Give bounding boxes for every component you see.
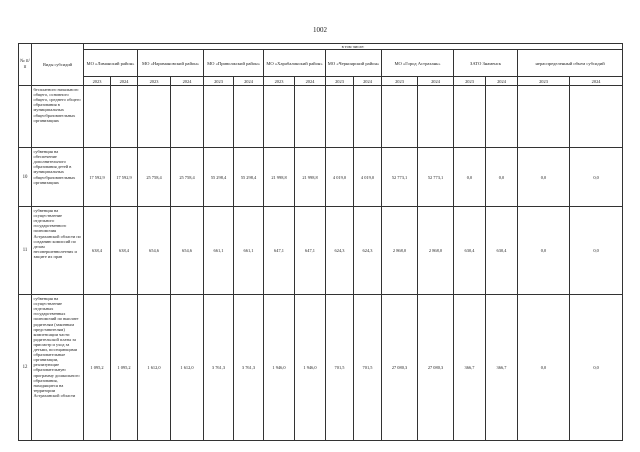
- value-cell: 52 773,1: [382, 148, 418, 207]
- value-cell: 1 612,0: [171, 295, 204, 441]
- header-year-5-0: 2023: [382, 77, 418, 86]
- value-cell: 55 298,4: [204, 148, 234, 207]
- header-year-0-0: 2023: [84, 77, 111, 86]
- value-cell: [204, 86, 234, 148]
- row-number: 11: [19, 207, 32, 295]
- page-bottom-margin: [0, 448, 640, 452]
- header-group-0: МО «Лиманский район»: [84, 50, 138, 77]
- header-year-4-0: 2023: [326, 77, 354, 86]
- value-cell: 25 758,4: [171, 148, 204, 207]
- value-cell: 630,4: [454, 207, 486, 295]
- value-cell: [295, 86, 326, 148]
- header-year-6-0: 2023: [454, 77, 486, 86]
- value-cell: 2 868,0: [418, 207, 454, 295]
- header-including: в том числе:: [84, 44, 623, 50]
- header-year-3-1: 2024: [295, 77, 326, 86]
- subsidy-table: [18, 43, 623, 441]
- header-year-2-0: 2023: [204, 77, 234, 86]
- value-cell: 27 080,3: [418, 295, 454, 441]
- value-cell: 25 758,4: [138, 148, 171, 207]
- value-cell: [326, 86, 354, 148]
- header-year-1-0: 2023: [138, 77, 171, 86]
- subsidy-name: субвенция на осуществление отдельных государственных полномочий по выплате родителям (законным представителям) компенсации части родительской платы за присмотр и уход за детьми, посещающими образовательные организации, реализующие образовательную программу дошкольного образования, находящиеся на территории Астраханской области: [32, 295, 84, 441]
- value-cell: [171, 86, 204, 148]
- value-cell: 661,1: [234, 207, 264, 295]
- value-cell: 630,4: [486, 207, 518, 295]
- value-cell: 0,0: [570, 148, 623, 207]
- value-cell: 701,5: [354, 295, 382, 441]
- value-cell: 55 298,4: [234, 148, 264, 207]
- header-group-7: нераспределенный объем субсидий: [518, 50, 623, 77]
- value-cell: 0,0: [570, 207, 623, 295]
- value-cell: 654,6: [171, 207, 204, 295]
- subsidy-name: субвенция на обеспечение дополнительного образования детей в муниципальных общеобразовательных организациях: [32, 148, 84, 207]
- value-cell: 366,7: [454, 295, 486, 441]
- value-cell: [382, 86, 418, 148]
- table-row: [19, 295, 623, 441]
- header-group-4: МО «Черноярский район»: [326, 50, 382, 77]
- table-row: [19, 207, 623, 295]
- value-cell: 21 998,8: [264, 148, 295, 207]
- value-cell: 624,3: [326, 207, 354, 295]
- value-cell: 654,6: [138, 207, 171, 295]
- value-cell: 638,4: [111, 207, 138, 295]
- value-cell: 4 019,0: [326, 148, 354, 207]
- value-cell: [570, 86, 623, 148]
- header-num: № п/п: [19, 44, 32, 86]
- value-cell: 0,0: [486, 148, 518, 207]
- value-cell: 366,7: [486, 295, 518, 441]
- value-cell: 52 773,1: [418, 148, 454, 207]
- header-group-2: МО «Приволжский район»: [204, 50, 264, 77]
- value-cell: 1 612,0: [138, 295, 171, 441]
- value-cell: 0,0: [518, 148, 570, 207]
- value-cell: 647,1: [295, 207, 326, 295]
- value-cell: 1 946,0: [295, 295, 326, 441]
- value-cell: 0,0: [518, 207, 570, 295]
- value-cell: 17 592,9: [111, 148, 138, 207]
- subsidy-name: бесплатного начального общего, основного общего, среднего общего образования в муниципальных общеобразовательных организациях: [32, 86, 84, 148]
- header-year-5-1: 2024: [418, 77, 454, 86]
- value-cell: [111, 86, 138, 148]
- page-number: 1002: [313, 26, 327, 34]
- value-cell: 1 095,2: [84, 295, 111, 441]
- value-cell: 638,4: [84, 207, 111, 295]
- header-type: Виды субсидий: [32, 44, 84, 86]
- header-year-4-1: 2024: [354, 77, 382, 86]
- value-cell: 2 868,0: [382, 207, 418, 295]
- value-cell: 1 946,0: [264, 295, 295, 441]
- value-cell: [84, 86, 111, 148]
- table-row: [19, 86, 623, 148]
- row-number: 10: [19, 148, 32, 207]
- header-year-6-1: 2024: [486, 77, 518, 86]
- header-year-7-1: 2024: [570, 77, 623, 86]
- value-cell: 3 761,3: [204, 295, 234, 441]
- value-cell: 17 592,9: [84, 148, 111, 207]
- value-cell: [354, 86, 382, 148]
- header-year-3-0: 2023: [264, 77, 295, 86]
- header-group-3: МО «Харабалинский район»: [264, 50, 326, 77]
- value-cell: 1 095,2: [111, 295, 138, 441]
- value-cell: 4 019,0: [354, 148, 382, 207]
- value-cell: [518, 86, 570, 148]
- value-cell: [264, 86, 295, 148]
- value-cell: 624,3: [354, 207, 382, 295]
- value-cell: [138, 86, 171, 148]
- header-year-1-1: 2024: [171, 77, 204, 86]
- value-cell: 701,5: [326, 295, 354, 441]
- header-year-0-1: 2024: [111, 77, 138, 86]
- header-row-groups: [19, 50, 623, 77]
- header-group-5: МО «Город Астрахань»: [382, 50, 454, 77]
- header-year-2-1: 2024: [234, 77, 264, 86]
- value-cell: 3 761,3: [234, 295, 264, 441]
- header-group-6: ЗАТО Знаменск: [454, 50, 518, 77]
- value-cell: [486, 86, 518, 148]
- value-cell: [234, 86, 264, 148]
- value-cell: 21 998,8: [295, 148, 326, 207]
- table-row: [19, 148, 623, 207]
- header-group-1: МО «Наримановский район»: [138, 50, 204, 77]
- value-cell: [454, 86, 486, 148]
- subsidy-name: субвенция на осуществление отдельного государственного полномочия Астраханской области по созданию комиссий по делам несовершеннолетних и защите их прав: [32, 207, 84, 295]
- value-cell: 661,1: [204, 207, 234, 295]
- header-row-years: [19, 77, 623, 86]
- value-cell: [418, 86, 454, 148]
- header-year-7-0: 2023: [518, 77, 570, 86]
- value-cell: 0,0: [518, 295, 570, 441]
- row-number: 12: [19, 295, 32, 441]
- value-cell: 0,0: [570, 295, 623, 441]
- value-cell: 647,1: [264, 207, 295, 295]
- row-number: [19, 86, 32, 148]
- value-cell: 27 080,3: [382, 295, 418, 441]
- value-cell: 0,0: [454, 148, 486, 207]
